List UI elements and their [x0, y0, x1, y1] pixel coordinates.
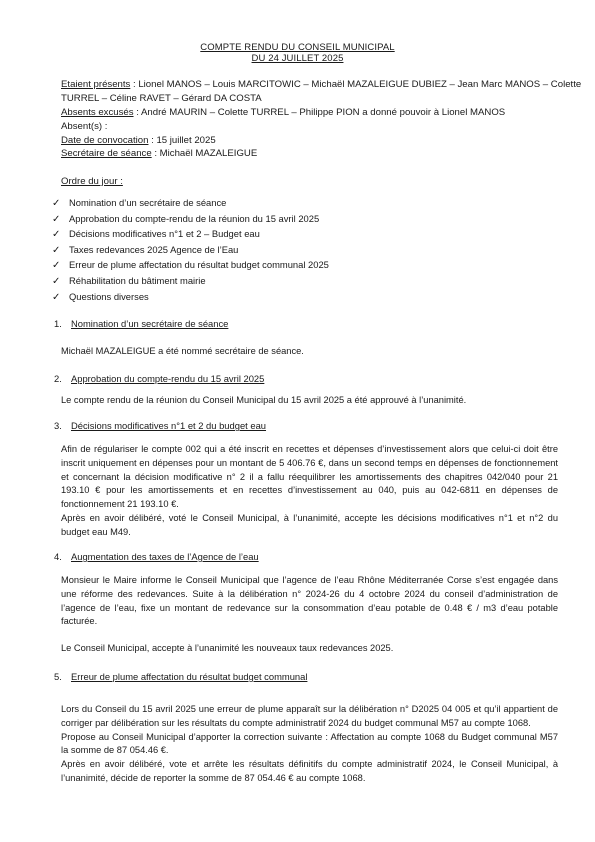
section-heading-4: [54, 551, 259, 562]
section-number: 5.: [54, 671, 62, 682]
absent-members: Absent(s) :: [61, 121, 108, 132]
agenda-item-label: Taxes redevances 2025 Agence de l’Eau: [69, 243, 239, 255]
section-heading-2: [54, 373, 264, 384]
check-icon: ✓: [52, 213, 61, 225]
section-number: 3.: [54, 420, 62, 431]
paragraph: Après en avoir délibéré, vote et arrête les résultats définitifs du compte administratif 2024, le Conseil Municipal, à l’unanimité, décide de reporter la somme de 87 054.46 € au compte 1068.: [61, 759, 558, 783]
section-title: Augmentation des taxes de l’Agence de l’eau: [71, 551, 259, 562]
agenda-item-label: Nomination d’un secrétaire de séance: [69, 197, 227, 208]
session-secretary: [61, 148, 257, 159]
section-body-1: [61, 345, 558, 359]
convocation-label: Date de convocation: [61, 135, 149, 146]
excused-list: : André MAURIN – Colette TURREL – Philippe PION a donné pouvoir à Lionel MANOS: [133, 107, 506, 118]
section-heading-1: [54, 318, 228, 329]
secretary-label: Secrétaire de séance: [61, 148, 152, 159]
agenda-item: [52, 228, 329, 244]
excused-members: [61, 107, 505, 118]
section-heading-5: [54, 671, 307, 682]
section-body-4: [61, 574, 558, 656]
present-members: [61, 79, 581, 90]
section-title: Nomination d’un secrétaire de séance: [71, 318, 229, 329]
agenda-item: [52, 244, 329, 260]
section-body-2: [61, 394, 558, 408]
check-icon: ✓: [52, 244, 61, 256]
section-title: Approbation du compte-rendu du 15 avril 2025: [71, 373, 265, 384]
excused-label: Absents excusés: [61, 107, 134, 118]
agenda-item-label: Décisions modificatives n°1 et 2 – Budget eau: [69, 228, 260, 240]
section-heading-3: [54, 420, 266, 431]
present-label: Etaient présents: [61, 79, 131, 90]
convocation-date: [61, 135, 216, 146]
section-body-5: [61, 703, 558, 786]
present-list: : Lionel MANOS – Louis MARCITOWIC – Michaël MAZALEIGUE DUBIEZ – Jean Marc MANOS – Colette: [130, 79, 582, 90]
document-date: DU 24 JUILLET 2025: [251, 53, 344, 64]
section-number: 4.: [54, 551, 62, 562]
paragraph: Propose au Conseil Municipal d’apporter la correction suivante : Affectation au compte 1068 du Budget communal M57 la somme de 87 054.46 €.: [61, 731, 558, 756]
agenda-item: [52, 259, 329, 275]
section-title: Erreur de plume affectation du résultat budget communal: [71, 671, 308, 682]
paragraph: Après en avoir délibéré, voté le Conseil Municipal, à l’unanimité, accepte les décisions modificatives n°1 et n°2 du budget eau M49.: [61, 512, 558, 537]
section-number: 1.: [54, 318, 62, 329]
section-body-3: [61, 443, 558, 540]
check-icon: ✓: [52, 260, 61, 272]
agenda-item: [52, 275, 329, 291]
section-title: Décisions modificatives n°1 et 2 du budget eau: [71, 420, 267, 431]
paragraph: Le compte rendu de la réunion du Conseil Municipal du 15 avril 2025 a été approuvé à l’unanimité.: [61, 395, 467, 405]
document-title: COMPTE RENDU DU CONSEIL MUNICIPAL: [200, 42, 395, 53]
paragraph: Le Conseil Municipal, accepte à l’unanimité les nouveaux taux redevances 2025.: [61, 643, 394, 654]
agenda-item-label: Approbation du compte-rendu de la réunion du 15 avril 2025: [69, 212, 320, 224]
secretary-value: : Michaël MAZALEIGUE: [151, 148, 258, 159]
convocation-value: : 15 juillet 2025: [148, 135, 216, 146]
check-icon: ✓: [52, 291, 61, 303]
agenda-list: [52, 197, 329, 306]
agenda-item-label: Questions diverses: [69, 290, 149, 302]
agenda-item: [52, 213, 329, 229]
paragraph: Lors du Conseil du 15 avril 2025 une erreur de plume apparaît sur la délibération n° D2025 04 005 et qu’il appartient de corriger par délibération sur les résultats du compte administratif 2024 du budget communal M57 au compte 1068.: [61, 704, 558, 728]
paragraph: Afin de régulariser le compte 002 qui a été inscrit en recettes et dépenses d’investissement alors que celui-ci doit être inscrit uniquement en dépenses pour un montant de 5 406.76 €, dans un second temps en dépenses de fonctionnement et concernant la décision modificative n° 2 il a fallu réequilibrer les amortissements des chapitres 042/040 pour 21 193.10 € pour les amortissements et en recettes d’investissement au 040, puis au 042-6811 en dépenses de fonctionnement 21 193.10 €.: [61, 444, 558, 510]
agenda-item: [52, 291, 329, 307]
agenda-item-label: Erreur de plume affectation du résultat budget communal 2025: [69, 259, 329, 271]
paragraph: Michaël MAZALEIGUE a été nommé secrétaire de séance.: [61, 346, 304, 356]
check-icon: ✓: [52, 229, 61, 241]
check-icon: ✓: [52, 198, 61, 209]
agenda-heading: Ordre du jour :: [61, 176, 123, 187]
agenda-item: [52, 197, 329, 213]
check-icon: ✓: [52, 275, 61, 287]
section-number: 2.: [54, 373, 62, 384]
agenda-item-label: Réhabilitation du bâtiment mairie: [69, 274, 206, 286]
present-members-continued: TURREL – Céline RAVET – Gérard DA COSTA: [61, 93, 262, 104]
paragraph: Monsieur le Maire informe le Conseil Municipal que l’agence de l’eau Rhône Méditerranée Corse s’est engagée dans une réforme des redevances. Suite à la délibération n° 2024-26 du 4 octobre 2024 du conseil d’administration de l’agence de l’eau, fixe un montant de redevance sur la consommation d’eau potable de 0.48 € / m3 d’eau potable facturée.: [61, 575, 558, 627]
